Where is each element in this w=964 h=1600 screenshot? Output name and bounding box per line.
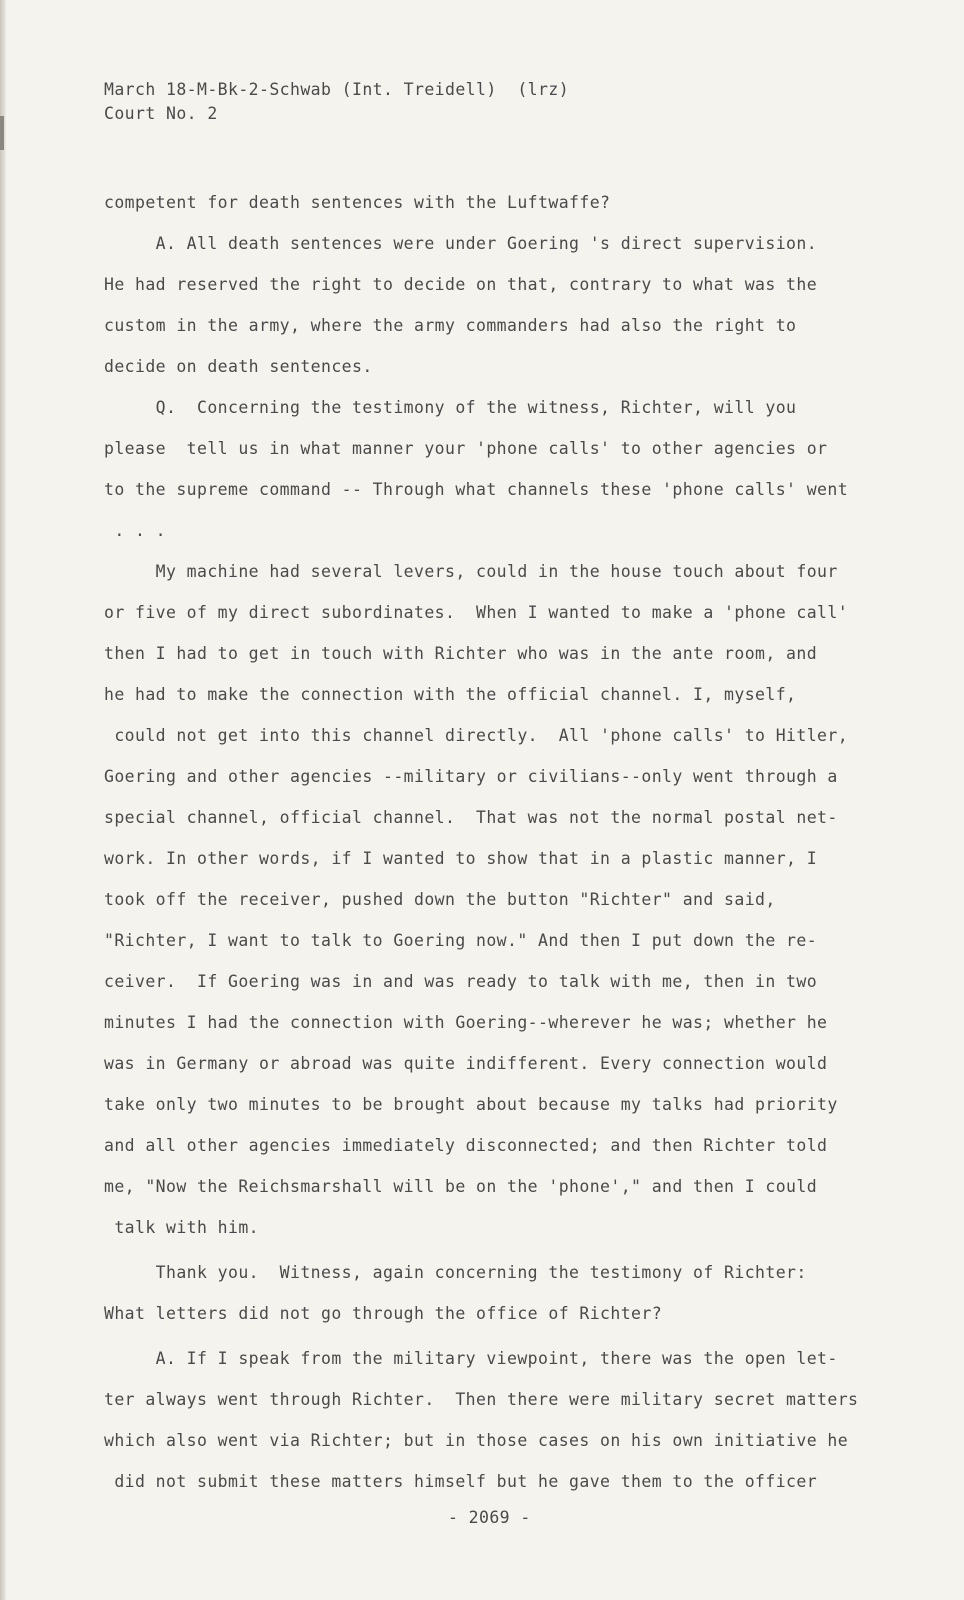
text-line: Thank you. Witness, again concerning the testimony of Richter:: [104, 1263, 807, 1282]
text-line: and all other agencies immediately disconnected; and then Richter told: [104, 1136, 828, 1155]
text-line: . . .: [104, 521, 167, 540]
text-line: work. In other words, if I wanted to show that in a plastic manner, I: [104, 849, 818, 868]
text-line: me, "Now the Reichsmarshall will be on the 'phone'," and then I could: [104, 1177, 818, 1196]
text-line: My machine had several levers, could in the house touch about four: [104, 562, 838, 581]
text-line: special channel, official channel. That was not the normal postal net-: [104, 808, 838, 827]
page-left-edge: [0, 0, 6, 1600]
text-line: ceiver. If Goering was in and was ready to talk with me, then in two: [104, 972, 818, 991]
text-line: Q. Concerning the testimony of the witness, Richter, will you: [104, 398, 797, 417]
page-number: - 2069 -: [448, 1508, 531, 1527]
text-line: A. If I speak from the military viewpoint, there was the open let-: [104, 1349, 838, 1368]
header-line-1: March 18-M-Bk-2-Schwab (Int. Treidell) (lrz): [104, 80, 570, 99]
text-line: custom in the army, where the army commanders had also the right to: [104, 316, 797, 335]
text-line: What letters did not go through the office of Richter?: [104, 1304, 663, 1323]
text-line: minutes I had the connection with Goering--wherever he was; whether he: [104, 1013, 828, 1032]
text-line: ter always went through Richter. Then there were military secret matters: [104, 1390, 859, 1409]
text-line: take only two minutes to be brought about because my talks had priority: [104, 1095, 838, 1114]
text-line: please tell us in what manner your 'phone calls' to other agencies or: [104, 439, 828, 458]
text-line: A. All death sentences were under Goering 's direct supervision.: [104, 234, 818, 253]
text-line: could not get into this channel directly. All 'phone calls' to Hitler,: [104, 726, 849, 745]
text-line: did not submit these matters himself but he gave them to the officer: [104, 1472, 818, 1491]
text-line: He had reserved the right to decide on that, contrary to what was the: [104, 275, 818, 294]
text-line: or five of my direct subordinates. When I wanted to make a 'phone call': [104, 603, 849, 622]
text-line: competent for death sentences with the Luftwaffe?: [104, 193, 611, 212]
text-line: "Richter, I want to talk to Goering now." And then I put down the re-: [104, 931, 818, 950]
header-line-2: Court No. 2: [104, 104, 218, 123]
margin-mark: [0, 132, 4, 150]
text-line: decide on death sentences.: [104, 357, 373, 376]
text-line: then I had to get in touch with Richter who was in the ante room, and: [104, 644, 818, 663]
text-line: talk with him.: [104, 1218, 260, 1237]
text-line: which also went via Richter; but in those cases on his own initiative he: [104, 1431, 849, 1450]
text-line: he had to make the connection with the official channel. I, myself,: [104, 685, 797, 704]
text-line: took off the receiver, pushed down the button "Richter" and said,: [104, 890, 776, 909]
text-line: was in Germany or abroad was quite indifferent. Every connection would: [104, 1054, 828, 1073]
text-line: Goering and other agencies --military or civilians--only went through a: [104, 767, 838, 786]
text-line: to the supreme command -- Through what channels these 'phone calls' went: [104, 480, 849, 499]
